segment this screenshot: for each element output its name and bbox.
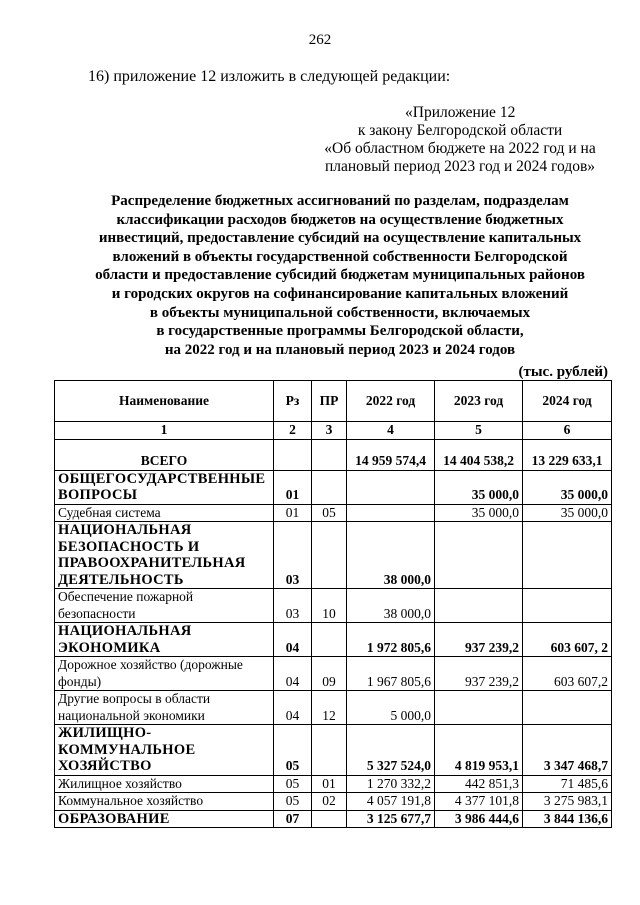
appendix-reference (300, 104, 620, 176)
row-2024 (523, 522, 612, 589)
row-2023: 4 819 953,1 (435, 725, 523, 776)
row-2022: 38 000,0 (347, 522, 435, 589)
table-row (55, 470, 612, 504)
row-2023: 937 239,2 (435, 623, 523, 657)
table-row (55, 691, 612, 725)
column-header-pr: ПР (312, 381, 347, 422)
row-2023 (435, 589, 523, 623)
row-2022: 1 972 805,6 (347, 623, 435, 657)
budget-table (54, 380, 612, 828)
column-number: 2 (274, 422, 312, 440)
row-name: НАЦИОНАЛЬНАЯ ЭКОНОМИКА (55, 623, 274, 657)
row-2024 (523, 691, 612, 725)
units-label: (тыс. рублей) (518, 364, 608, 380)
row-2024: 3 844 136,6 (523, 810, 612, 828)
row-name: Судебная система (55, 504, 274, 522)
row-name: ОБРАЗОВАНИЕ (55, 810, 274, 828)
heading-line: вложений в объекты государственной собственности Белгородской (112, 248, 568, 265)
row-rz: 07 (274, 810, 312, 828)
row-2022: 38 000,0 (347, 589, 435, 623)
row-2024 (523, 589, 612, 623)
document-heading (70, 192, 610, 359)
row-2024: 35 000,0 (523, 470, 612, 504)
row-2022: 4 057 191,8 (347, 793, 435, 811)
heading-line: области и предоставление субсидий бюджетам муниципальных районов (95, 267, 585, 284)
total-2023: 14 404 538,2 (435, 439, 523, 470)
row-2023: 35 000,0 (435, 504, 523, 522)
column-header-2024: 2024 год (523, 381, 612, 422)
row-name: Коммунальное хозяйство (55, 793, 274, 811)
row-2022 (347, 504, 435, 522)
table-row (55, 504, 612, 522)
table-row (55, 522, 612, 589)
row-name: Другие вопросы в области национальной экономики (55, 691, 274, 725)
empty-cell (312, 439, 347, 470)
row-pr: 09 (312, 657, 347, 691)
heading-line: на 2022 год и на плановый период 2023 и 2024 годов (164, 341, 516, 358)
row-pr: 10 (312, 589, 347, 623)
row-2023 (435, 522, 523, 589)
row-rz: 01 (274, 470, 312, 504)
total-row (55, 439, 612, 470)
row-rz: 05 (274, 725, 312, 776)
table-row (55, 657, 612, 691)
row-2023: 4 377 101,8 (435, 793, 523, 811)
row-pr: 05 (312, 504, 347, 522)
total-2022: 14 959 574,4 (347, 439, 435, 470)
column-header-2023: 2023 год (435, 381, 523, 422)
heading-line: классификации расходов бюджетов на осуществление бюджетных (116, 211, 564, 228)
column-header-rz: Рз (274, 381, 312, 422)
row-pr (312, 470, 347, 504)
row-2022 (347, 470, 435, 504)
row-pr (312, 522, 347, 589)
row-2022: 3 125 677,7 (347, 810, 435, 828)
heading-line: Распределение бюджетных ассигнований по разделам, подразделам (111, 193, 569, 209)
row-2023: 3 986 444,6 (435, 810, 523, 828)
row-rz: 03 (274, 522, 312, 589)
column-number: 4 (347, 422, 435, 440)
row-pr (312, 725, 347, 776)
row-rz: 03 (274, 589, 312, 623)
heading-line: в объекты муниципальной собственности, включаемых (149, 304, 531, 321)
total-2024: 13 229 633,1 (523, 439, 612, 470)
row-2022: 5 327 524,0 (347, 725, 435, 776)
row-rz: 05 (274, 775, 312, 793)
appendix-line: плановый период 2023 год и 2024 годов» (324, 158, 596, 175)
row-rz: 04 (274, 657, 312, 691)
appendix-line: к закону Белгородской области (357, 122, 563, 139)
row-pr: 02 (312, 793, 347, 811)
column-number: 3 (312, 422, 347, 440)
column-header-name: Наименование (55, 381, 274, 422)
row-pr (312, 810, 347, 828)
total-label: ВСЕГО (55, 439, 274, 470)
row-name: ЖИЛИЩНО-КОММУНАЛЬНОЕ ХОЗЯЙСТВО (55, 725, 274, 776)
row-2024: 3 347 468,7 (523, 725, 612, 776)
row-2023: 442 851,3 (435, 775, 523, 793)
row-2022: 1 967 805,6 (347, 657, 435, 691)
table-row (55, 589, 612, 623)
table-row (55, 810, 612, 828)
table-row (55, 623, 612, 657)
column-number-row (55, 422, 612, 440)
column-number: 1 (55, 422, 274, 440)
column-header-2022: 2022 год (347, 381, 435, 422)
heading-line: инвестиций, предоставление субсидий на осуществление капитальных (98, 230, 582, 247)
row-2022: 5 000,0 (347, 691, 435, 725)
row-rz: 01 (274, 504, 312, 522)
table-header-row (55, 381, 612, 422)
row-name: НАЦИОНАЛЬНАЯ БЕЗОПАСНОСТЬ И ПРАВООХРАНИТЕЛЬНАЯ ДЕЯТЕЛЬНОСТЬ (55, 522, 274, 589)
row-pr: 12 (312, 691, 347, 725)
empty-cell (274, 439, 312, 470)
row-pr: 01 (312, 775, 347, 793)
table-row (55, 725, 612, 776)
row-name: Жилищное хозяйство (55, 775, 274, 793)
row-2024: 35 000,0 (523, 504, 612, 522)
heading-line: и городских округов на софинансирование капитальных вложений (111, 285, 569, 302)
page-number: 262 (308, 32, 332, 48)
row-pr (312, 623, 347, 657)
appendix-line: «Об областном бюджете на 2022 год и на (324, 140, 596, 157)
row-rz: 04 (274, 691, 312, 725)
row-2024: 71 485,6 (523, 775, 612, 793)
table-row (55, 775, 612, 793)
row-rz: 04 (274, 623, 312, 657)
row-2024: 3 275 983,1 (523, 793, 612, 811)
row-name: ОБЩЕГОСУДАРСТВЕННЫЕ ВОПРОСЫ (55, 470, 274, 504)
appendix-line: «Приложение 12 (405, 104, 516, 121)
row-2023: 937 239,2 (435, 657, 523, 691)
intro-text: 16) приложение 12 изложить в следующей редакции: (88, 68, 451, 85)
row-2024: 603 607,2 (523, 657, 612, 691)
column-number: 5 (435, 422, 523, 440)
row-2023: 35 000,0 (435, 470, 523, 504)
column-number: 6 (523, 422, 612, 440)
row-2024: 603 607, 2 (523, 623, 612, 657)
row-2023 (435, 691, 523, 725)
row-name: Дорожное хозяйство (дорожные фонды) (55, 657, 274, 691)
row-name: Обеспечение пожарной безопасности (55, 589, 274, 623)
table-row (55, 793, 612, 811)
heading-line: в государственные программы Белгородской области, (156, 323, 524, 340)
row-rz: 05 (274, 793, 312, 811)
row-2022: 1 270 332,2 (347, 775, 435, 793)
